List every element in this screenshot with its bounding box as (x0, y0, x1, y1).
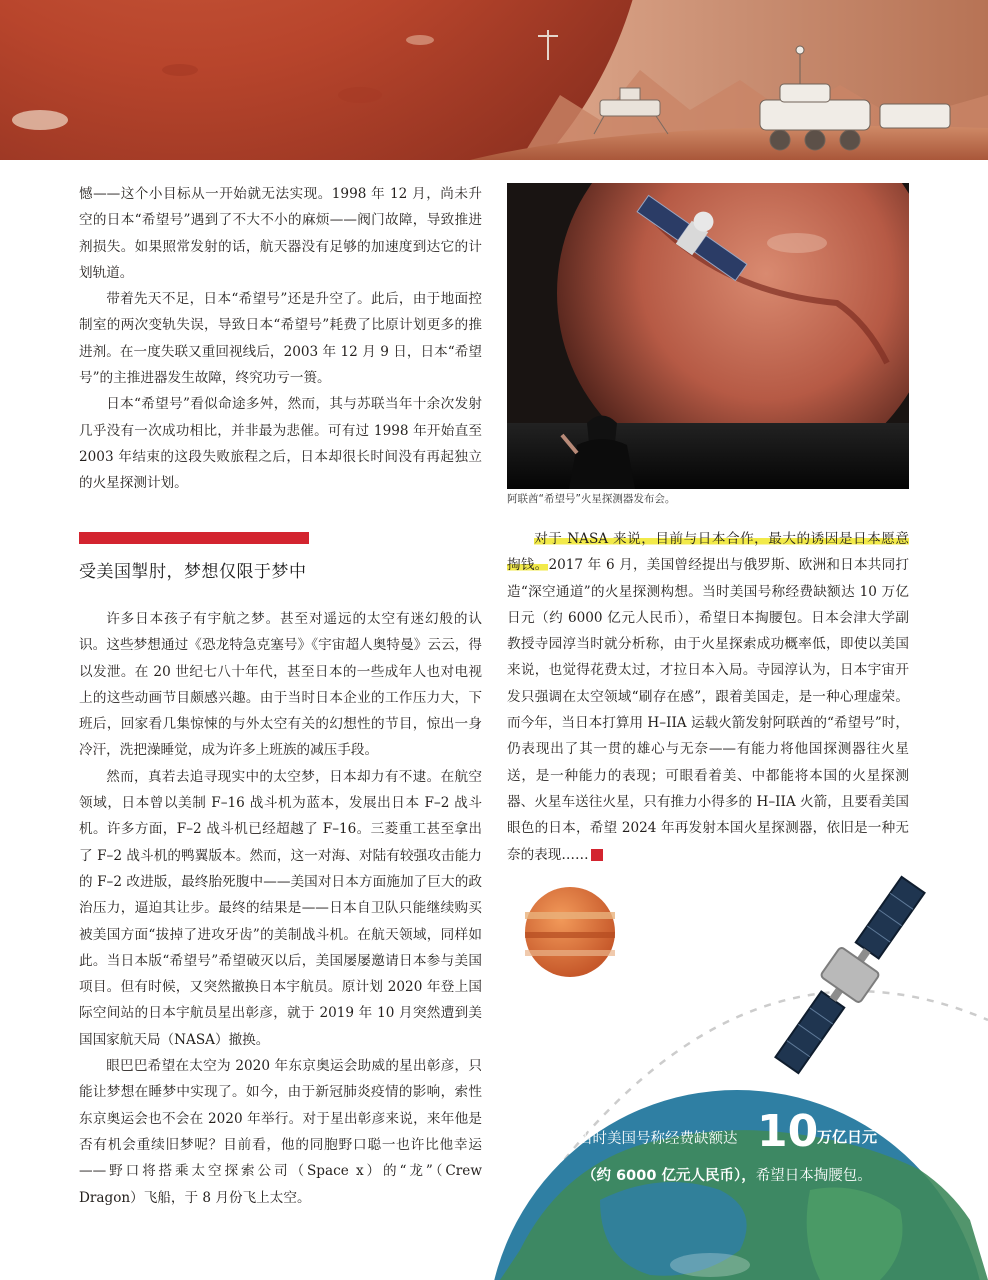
planet-icon (525, 887, 615, 977)
stat-line-2 (582, 1164, 872, 1185)
stat-rest: 希望日本掏腰包。 (755, 1168, 872, 1184)
paragraph: 然而，真若去追寻现实中的太空梦，日本却力有不逮。在航空领域，日本曾以美制 F–16 战斗机为蓝本，发展出日本 F–2 战斗机。许多方面，F–2 战斗机已经超越了 F–16。三菱重工甚至拿出了 F–2 战斗机的鸭翼版本。然而，这一对海、对陆有较强攻击能力的 F–2 改进版，最终胎死腹中——美国对日本方面施加了巨大的政治压力，逼迫其让步。最终的结果是——日本自卫队只能继续购买被美国方面“拔掉了进攻牙齿”的美制战斗机。在航天领域，同样如此。当日本版“希望号”希望破灭以后，美国屡屡邀请日本参与美国项目。但有时候，又突然撤换日本宇航员。原计划 2020 年登上国际空间站的日本宇航员星出彰彦，就于 2019 年 10 月突然遭到美国国家航天局（NASA）撤换。 (79, 768, 482, 1048)
stat-unit: 万亿日元 (817, 1128, 878, 1146)
press-conference-photo (507, 183, 909, 489)
paragraph: 眼巴巴希望在太空为 2020 年东京奥运会助威的星出彰彦，只能让梦想在睡梦中实现了。如今，由于新冠肺炎疫情的影响，索性东京奥运会也不会在 2020 年举行。对于星出彰彦来说，来年他是否有机会重续旧梦呢？目前看，他的同胞野口聪一也许比他幸运——野口将搭乘太空探索公司（Space x）的“龙”（Crew Dragon）飞船，于 8 月份飞上太空。 (79, 1058, 482, 1206)
paragraph: 许多日本孩子有宇航之梦。甚至对遥远的太空有迷幻般的认识。这些梦想通过《恐龙特急克塞号》《宇宙超人奥特曼》云云，得以发泄。在 20 世纪七八十年代，甚至日本的一些成年人也对电视上的这些动画节目颇感兴趣。由于当时日本企业的工作压力大，下班后，回家看几集惊悚的与外太空有关的幻想性的节目，惊出一身冷汗，洗把澡睡觉，成为许多上班族的减压手段。 (79, 611, 482, 759)
earth-icon (487, 1090, 988, 1280)
paragraph (507, 526, 909, 868)
paragraph: 带着先天不足，日本“希望号”还是升空了。此后，由于地面控制室的两次变轨失误，导致日本“希望号”耗费了比原计划更多的推进剂。在一度失联又重回视线后，2003 年 12 月 9 日，日本“希望号”的主推进器发生故障，终究功亏一篑。 (79, 291, 482, 387)
satellite-icon (767, 871, 933, 1079)
mars-landscape-illustration (0, 0, 988, 160)
paragraph: 日本“希望号”看似命途多舛，然而，其与苏联当年十余次发射几乎没有一次成功相比，并非最为悲催。可有过 1998 年开始直至 2003 年结束的这段失败旅程之后，日本却很长时间没有再起独立的火星探测计划。 (79, 396, 482, 492)
stat-line-1: 当时美国号称经费缺额达 (578, 1131, 738, 1147)
end-mark-icon: K (591, 849, 603, 861)
photo-caption: 阿联酋“希望号”火星探测器发布会。 (507, 493, 676, 505)
right-column-text (507, 526, 909, 868)
stat-big-number: 10 (757, 1106, 819, 1157)
left-column-section (79, 606, 482, 1211)
mars-probe-image (507, 183, 909, 489)
paragraph-text: 2017 年 6 月，美国曾经提出与俄罗斯、欧洲和日本共同打造“深空通道”的火星探测构想。当时美国号称经费缺额达 10 万亿日元（约 6000 亿元人民币），希望日本掏腰包。日本会津大学副教授寺园淳当时就分析称，由于火星探索成功概率低，即使以美国来说，也觉得花费太过，才拉日本入局。寺园淳认为，日本宇宙开发只强调在太空领域“刷存在感”，跟着美国走，是一种心理虚荣。而今年，当日本打算用 H–IIA 运载火箭发射阿联酋的“希望号”时，仍表现出了其一贯的雄心与无奈——有能力将他国探测器往火星送，是一种能力的表现；可眼看着美、中都能将本国的火星探测器、火星车送往火星，只有推力小得多的 H–IIA 火箭，且要看美国眼色的日本，希望 2024 年再发射本国火星探测器，依旧是一种无奈的表现…… (507, 557, 909, 863)
mars-banner (0, 0, 988, 160)
highlighted-sentence: 对于 NASA 来说，目前与日本合作，最大的诱因是日本愿意掏钱。 (507, 531, 909, 574)
left-column-top (79, 181, 482, 497)
paragraph: 憾——这个小目标从一开始就无法实现。1998 年 12 月，尚未升空的日本“希望号”遇到了不大不小的麻烦——阀门故障，导致推进剂损失。如果照常发射的话，航天器没有足够的加速度到达它的计划轨道。 (79, 186, 482, 281)
section-heading: 受美国掣肘，梦想仅限于梦中 (79, 562, 307, 582)
earth-satellite-illustration (480, 870, 988, 1280)
infographic (480, 870, 988, 1280)
stat-bold-amount: （约 6000 亿元人民币）， (582, 1168, 756, 1184)
section-accent-bar (79, 532, 309, 544)
